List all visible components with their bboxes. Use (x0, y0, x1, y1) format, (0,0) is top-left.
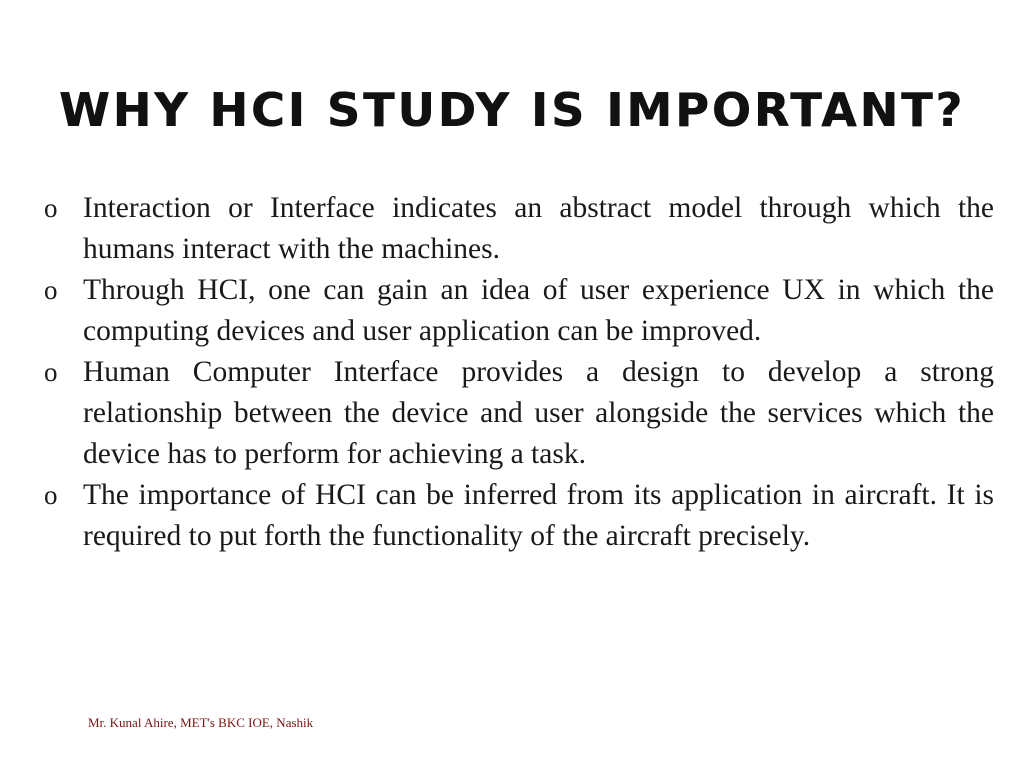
bullet-text: Interaction or Interface indicates an abstract model through which the humans interact with the machines. (83, 192, 994, 265)
bullet-marker-icon: o (44, 275, 58, 305)
bullet-text: Through HCI, one can gain an idea of user experience UX in which the computing devices and user application can be improved. (83, 274, 994, 347)
bullet-text: The importance of HCI can be inferred from its application in aircraft. It is required to put forth the functionality of the aircraft precisely. (83, 479, 994, 552)
list-item (44, 475, 994, 557)
list-item (44, 352, 994, 475)
bullet-list (44, 188, 994, 557)
bullet-marker-icon: o (44, 357, 58, 387)
slide-title: WHY HCI STUDY IS IMPORTANT? (58, 83, 966, 137)
slide-footer: Mr. Kunal Ahire, MET's BKC IOE, Nashik (88, 715, 314, 730)
bullet-text: Human Computer Interface provides a design to develop a strong relationship between the device and user alongside the services which the device has to perform for achieving a task. (83, 356, 994, 470)
bullet-marker-icon: o (44, 480, 58, 510)
list-item (44, 188, 994, 270)
bullet-marker-icon: o (44, 193, 58, 223)
list-item (44, 270, 994, 352)
